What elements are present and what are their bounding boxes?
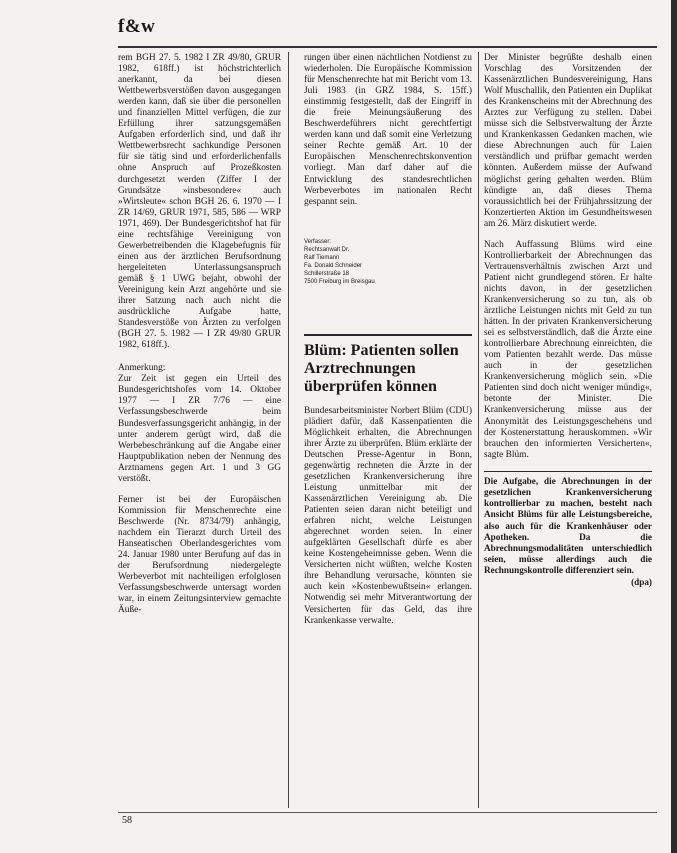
- paragraph: Zur Zeit ist gegen ein Urteil des Bundesgerichtshofes vom 14. Oktober 1977 — I ZR 7/76 — eine Verfassungsbeschwerde beim Bundesverfassungsgericht anhängig, in der unter anderem gerügt wird, daß die Werbebeschränkung auf die Angabe einer Hauptpublikation neben der Nennung des Arztnamens gegen Art. 1 und 3 GG verstößt.: [118, 374, 281, 484]
- paragraph: Der Minister begrüßte deshalb einen Vorschlag des Vorsitzenden der Kassenärztlichen Bundesvereinigung, Hans Wolf Muschallik, den Patienten ein Duplikat des Krankenscheins mit der Abrechnung des Arztes zur Verfügung zu stellen. Dabei müsse sich die Selbstverwaltung der Ärzte und Krankenkassen Gedanken machen, wie diese Abrechnungen auch für Laien verständlich und prüfbar gemacht werden könnten. Außerdem müsse der Aufwand möglichst gering gehalten werden. Blüm kündigte an, daß dieses Thema voraussichtlich bei der Frühjahrssitzung der Konzertierten Aktion im Gesundheitswesen am 26. März diskutiert werde.: [484, 53, 652, 229]
- author-label: Verfasser:: [304, 238, 332, 245]
- author-line: Ralf Tiemann: [304, 254, 340, 261]
- header-rule: [118, 46, 657, 48]
- column-2: [304, 53, 472, 811]
- column-divider: [478, 52, 479, 808]
- author-info: [304, 238, 472, 286]
- paragraph: Bundesarbeitsminister Norbert Blüm (CDU) plädiert dafür, daß Kassenpatienten die Möglichkeit erhalten, die Abrechnungen ihrer Ärzte zu überprüfen. Blüm erklärte der Deutschen Presse-Agentur in Bonn, gegenwärtig rechneten die Ärzte in der gesetzlichen Krankenversicherung ihre Leistung unmittelbar mit der Kassenärztlichen Vereinigung ab. Die Patienten seien daran nicht beteiligt und erfahren nicht, welche Leistungen abgerechnet worden seien. In einer aufgeklärten Gesellschaft dürfe es aber keine Kostengeheimnisse geben. Wenn die Versicherten nicht wüßten, welche Kosten ihre Behandlung verursache, könnten sie auch kein »Kostenbewußtsein« erlangen. Notwendig sei mehr Mitverantwortung der Versicherten für das Geld, das ihre Krankenkasse verwalte.: [304, 405, 472, 626]
- paragraph: Nach Auffassung Blüms wird eine Kontrollierbarkeit der Abrechnungen das Vertrauensverhältnis zwischen Arzt und Patient nicht grundlegend stören. Er halte nichts davon, in der gesetzlichen Krankenversicherung so zu tun, als ob ärztliche Leistungen nichts mit Geld zu tun hätten. In der privaten Krankenversicherung sei es selbstverständlich, daß die Ärzte eine kontrollierbare Abrechnung einreichten, die vom Patienten bezahlt werde. Das müsse auch in der gesetzlichen Krankenversicherung möglich sein. »Die Patienten sind doch nicht weniger mündig«, betonte der Minister. Die Krankenversicherung müsse aus der Anonymität des Leistungsgeschehens und der Kostenerstattung herauskommen. »Wir brauchen den informierten Versicherten«, sagte Blüm.: [484, 239, 652, 460]
- paragraph: rem BGH 27. 5. 1982 I ZR 49/80, GRUR 1982, 618ff.) ist höchstrichterlich anerkannt, da bei diesen Wettbewerbsverstößen davon ausgegangen werden kann, daß sie über die personellen und finanziellen Mittel verfügen, die zur Erfüllung ihrer satzungsgemäßen Aufgaben erforderlich sind, und daß ihr Wettbewerbsrecht sachkundige Personen für sie tätig sind und erforderlichenfalls ohne Anspruch auf Prozeßkosten durchgesetzt werden (Ziffer I der Grundsätze »insbesondere« auch »Wirtsleute« schon BGH 26. 6. 1970 — I ZR 14/69, GRUR 1971, 585, 586 — WRP 1971, 469). Der Bundesgerichtshof hat für eine rechtsfähige Vereinigung von Gewerbetreibenden die Klagebefugnis für einen aus der ärztlichen Berufsordnung hergeleiteten Unterlassungsanspruch gemäß § 1 UWG bejaht, obwohl der Vereinigung kein Arzt angehörte und sie ihrer Satzung nach auch nicht die ausdrückliche Aufgabe hatte, Standesverstöße von Ärzten zu verfolgen (BGH 27. 5. 1982 — I ZR 49/80 GRUR 1982, 618ff.).: [118, 53, 281, 351]
- footer-rule: [118, 812, 657, 813]
- column-divider: [288, 52, 289, 808]
- column-1: [118, 53, 281, 811]
- article-headline: Blüm: Patienten sollen Arztrechnungen überprüfen können: [304, 341, 459, 395]
- journal-logo: f&w: [118, 16, 156, 37]
- column-3: [484, 53, 652, 811]
- author-line: Schillerstraße 18: [304, 270, 350, 277]
- paragraph: rungen über einen nächtlichen Notdienst zu wiederholen. Die Europäische Kommission für Menschenrechte hat mit Bericht vom 13. Juli 1983 (in GRZ 1984, S. 15ff.) einstimmig festgestellt, daß der Eingriff in die freie Meinungsäußerung des Beschwerdeführers nicht gerechtfertigt werden kann und daß somit eine Verletzung seiner Rechte gemäß Art. 10 der Europäischen Menschenrechtskonvention vorliegt. Man darf daher auf die Entwicklung des standesrechtlichen Werbeverbotes im nationalen Recht gespannt sein.: [304, 53, 472, 207]
- author-line: 7500 Freiburg im Breisgau: [304, 278, 375, 285]
- article-rule: [304, 334, 472, 336]
- author-line: Rechtsanwalt Dr.: [304, 246, 350, 253]
- summary-text: Die Aufgabe, die Abrechnungen in der gesetzlichen Krankenversicherung kontrollierbar zu machen, besteht nach Ansicht Blüms für alle Leistungsbereiche, also auch für die Krankenhäuser oder Apotheken. Da die Abrechnungsmodalitäten unterschiedlich seien, müsse allerdings auch die Rechnungskontrolle differenziert sein.: [484, 475, 652, 576]
- signature: (dpa): [631, 576, 652, 587]
- scan-edge: [671, 0, 677, 853]
- summary-box: [484, 471, 652, 588]
- paragraph: Ferner ist bei der Europäischen Kommission für Menschenrechte eine Beschwerde (Nr. 8734/79) anhängig, nachdem ein Tierarzt durch Urteil des Hanseatischen Oberlandesgerichtes vom 24. Januar 1980 unter Berufung auf das in der Berufsordnung niedergelegte Werbeverbot mit nachteiligen erfolglosen Verfassungsbeschwerde untersagt worden war, in einem Zeitungsinterview gemachte Äuße-: [118, 494, 281, 616]
- annotation-title: Anmerkung:: [118, 363, 166, 374]
- author-line: Fa. Donald Schneider: [304, 262, 363, 269]
- page-number: 58: [122, 815, 132, 826]
